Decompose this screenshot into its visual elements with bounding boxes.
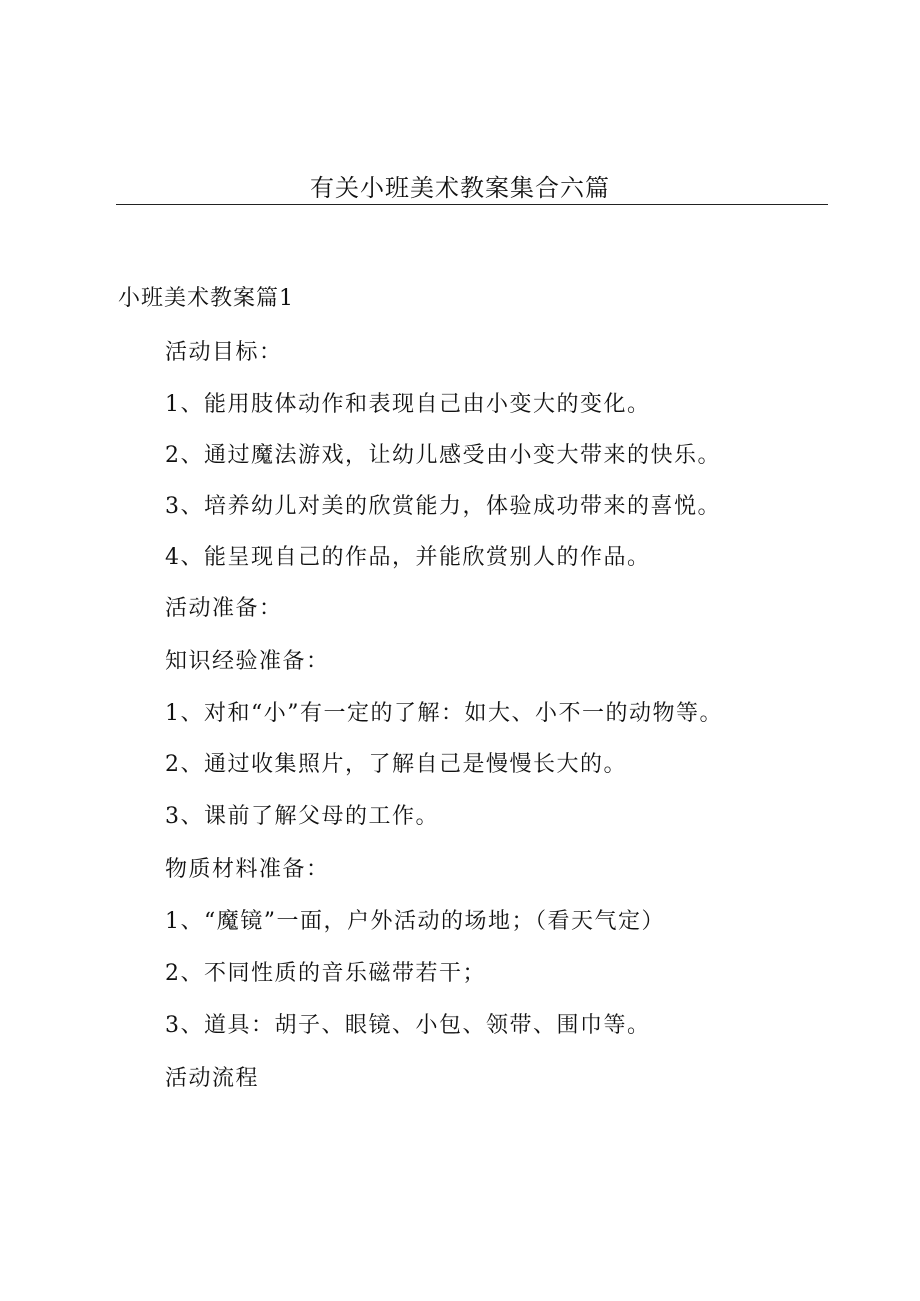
subheading-knowledge-preparation: 知识经验准备： xyxy=(165,649,330,674)
subheading-activity-preparation: 活动准备： xyxy=(165,596,283,621)
material-item-3: 3、道具：胡子、眼镜、小包、领带、围巾等。 xyxy=(165,1013,651,1038)
goal-item-3: 3、培养幼儿对美的欣赏能力，体验成功带来的喜悦。 xyxy=(165,494,721,519)
section-heading: 小班美术教案篇1 xyxy=(118,286,294,311)
goal-item-4: 4、能呈现自己的作品，并能欣赏别人的作品。 xyxy=(165,545,651,570)
knowledge-item-3: 3、课前了解父母的工作。 xyxy=(165,804,439,829)
title-underline xyxy=(116,204,828,205)
material-item-2: 2、不同性质的音乐磁带若干； xyxy=(165,961,486,986)
subheading-material-preparation: 物质材料准备： xyxy=(165,857,330,882)
knowledge-item-2: 2、通过收集照片，了解自己是慢慢长大的。 xyxy=(165,752,627,777)
goal-item-2: 2、通过魔法游戏，让幼儿感受由小变大带来的快乐。 xyxy=(165,443,721,468)
subheading-activity-goals: 活动目标： xyxy=(165,340,283,365)
goal-item-1: 1、能用肢体动作和表现自己由小变大的变化。 xyxy=(165,392,651,417)
material-item-1: 1、“魔镜”一面，户外活动的场地；（看天气定） xyxy=(165,909,665,934)
subheading-activity-flow: 活动流程 xyxy=(165,1066,260,1091)
document-title: 有关小班美术教案集合六篇 xyxy=(310,174,610,202)
knowledge-item-1: 1、对和“小”有一定的了解：如大、小不一的动物等。 xyxy=(165,701,723,726)
